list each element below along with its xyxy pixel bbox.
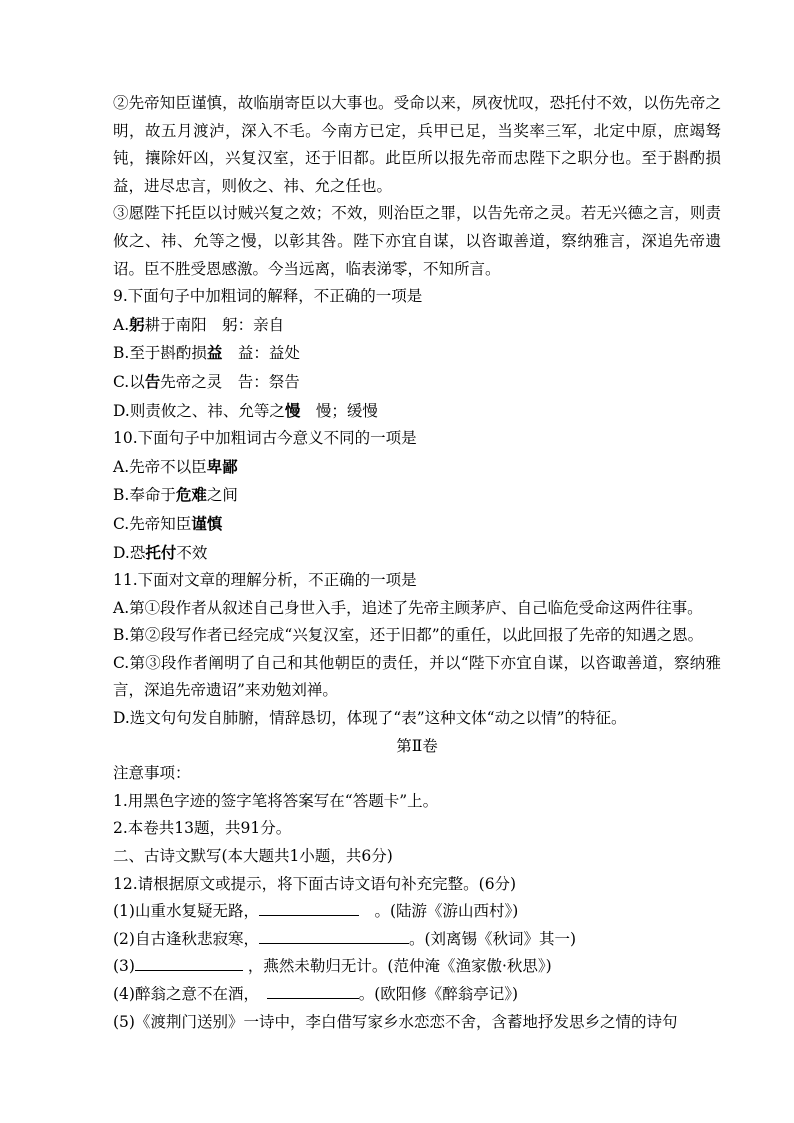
q12-item-1 bbox=[113, 898, 721, 926]
answer-blank-3 bbox=[135, 956, 243, 971]
option-bold-word: 托付 bbox=[145, 542, 177, 562]
option-text: 益：益处 bbox=[222, 344, 300, 363]
option-bold-word: 躬 bbox=[129, 314, 145, 334]
option-text: 之间 bbox=[206, 486, 238, 505]
option-text: 奉命于 bbox=[129, 486, 176, 505]
option-bold-word: 慢 bbox=[284, 400, 301, 420]
item-text: (3) bbox=[113, 957, 135, 976]
item-source: ，燕然未勒归无计。(范仲淹《渔家傲·秋思》) bbox=[242, 957, 552, 976]
item-source: 。(欧阳修《醉翁亭记》) bbox=[358, 985, 519, 1003]
passage-para-2: ②先帝知臣谨慎，故临崩寄臣以大事也。受命以来，夙夜忧叹，恐托付不效，以伤先帝之明，故五月渡泸，深入不毛。今南方已定，兵甲已足，当奖率三军，北定中原，庶竭驽钝，攘除奸凶，兴复汉室，还于旧都。此臣所以报先帝而忠陛下之职分也。至于斟酌损益，进尽忠言，则攸之、祎、允之任也。 bbox=[113, 94, 721, 195]
q10-option-a bbox=[113, 453, 721, 482]
q10-option-d bbox=[113, 539, 721, 568]
q9-option-c bbox=[113, 368, 721, 397]
q12-stem: 12.请根据原文或提示，将下面古诗文语句补充完整。(6分) bbox=[113, 874, 517, 893]
section-2-title: 第Ⅱ卷 bbox=[396, 736, 438, 755]
option-label: C. bbox=[113, 514, 130, 533]
item-text: (1)山重水复疑无路， bbox=[113, 902, 259, 921]
q11-option-a: A.第①段作者从叙述自己身世入手，追述了先帝主顾茅庐、自己临危受命这两件往事。 bbox=[113, 598, 703, 617]
option-text: 慢；缓慢 bbox=[300, 401, 378, 420]
exam-content bbox=[113, 90, 721, 1036]
option-text: 先帝知臣 bbox=[129, 514, 192, 533]
option-label: A. bbox=[113, 315, 130, 334]
q12-item-2 bbox=[113, 926, 721, 954]
q9-option-b bbox=[113, 339, 721, 368]
option-label: A. bbox=[113, 457, 130, 476]
item-text: (2)自古逢秋悲寂寒， bbox=[113, 929, 259, 948]
option-text: 至于斟酌损 bbox=[129, 344, 207, 363]
q12-item-4 bbox=[113, 981, 721, 1009]
answer-blank-1 bbox=[259, 901, 359, 916]
q10-option-c bbox=[113, 510, 721, 539]
q11-stem: 11.下面对文章的理解分析，不正确的一项是 bbox=[113, 571, 417, 590]
q9-option-d bbox=[113, 397, 721, 426]
option-text: 先帝之灵 告：祭告 bbox=[160, 372, 300, 391]
option-text: 恐 bbox=[129, 543, 146, 562]
option-text: 先帝不以臣 bbox=[129, 457, 207, 476]
q10-stem: 10.下面句子中加粗词古今意义不同的一项是 bbox=[113, 429, 417, 448]
section-header-dictation: 二、古诗文默写(本大题共1小题，共6分) bbox=[113, 847, 393, 866]
option-bold-word: 益 bbox=[206, 343, 223, 363]
note-1: 1.用黑色字迹的签字笔将答案写在“答题卡”上。 bbox=[113, 791, 439, 810]
option-bold-word: 告 bbox=[144, 371, 161, 391]
q9-option-a bbox=[113, 311, 721, 340]
option-bold-word: 谨慎 bbox=[191, 513, 223, 533]
q12-item-3 bbox=[113, 953, 721, 981]
item-source: 。(陆游《游山西村》) bbox=[358, 902, 519, 921]
item-text: (5)《渡荆门送别》一诗中，李白借写家乡水恋恋不舍，含蓄地抒发思乡之情的诗句 bbox=[113, 1012, 678, 1031]
option-label: D. bbox=[113, 401, 130, 420]
option-text: 不效 bbox=[176, 543, 208, 562]
q9-stem: 9.下面句子中加粗词的解释，不正确的一项是 bbox=[113, 287, 423, 306]
option-label: B. bbox=[113, 344, 130, 363]
answer-blank-2 bbox=[259, 929, 409, 944]
q10-option-b bbox=[113, 481, 721, 510]
q11-option-c: C.第③段作者阐明了自己和其他朝臣的责任，并以“陛下亦宜自谋，以咨诹善道，察纳雅言，深追先帝遗诏”来劝勉刘禅。 bbox=[113, 653, 721, 700]
item-source: 。(刘离锡《秋词》其一) bbox=[408, 929, 577, 948]
option-bold-word: 卑鄙 bbox=[206, 456, 238, 476]
option-text: 则责攸之、祎、允等之 bbox=[129, 401, 285, 420]
option-text: 以 bbox=[129, 372, 145, 391]
option-label: C. bbox=[113, 372, 130, 391]
notes-header: 注意事项： bbox=[113, 764, 191, 783]
item-text: (4)醉翁之意不在酒， bbox=[113, 985, 267, 1003]
q12-item-5 bbox=[113, 1009, 721, 1037]
note-2: 2.本卷共13题，共91分。 bbox=[113, 819, 292, 838]
q11-option-d: D.选文句句发自肺腑，情辞恳切，体现了“表”这种文体“动之以情”的特征。 bbox=[113, 709, 627, 728]
passage-para-3: ③愿陛下托臣以讨贼兴复之效；不效，则治臣之罪，以告先帝之灵。若无兴德之言，则责攸之、祎、允等之慢，以彰其咎。陛下亦宜自谋，以咨诹善道，察纳雅言，深追先帝遗诏。臣不胜受恩感激。今当远离，临表涕零，不知所言。 bbox=[113, 204, 721, 278]
option-label: B. bbox=[113, 486, 130, 505]
option-text: 耕于南阳 躬：亲自 bbox=[144, 315, 285, 334]
answer-blank-4 bbox=[267, 984, 359, 999]
option-label: D. bbox=[113, 543, 130, 562]
option-bold-word: 危难 bbox=[175, 485, 207, 505]
q11-option-b: B.第②段写作者已经完成“兴复汉室，还于旧都”的重任，以此回报了先帝的知遇之恩。 bbox=[113, 626, 704, 645]
